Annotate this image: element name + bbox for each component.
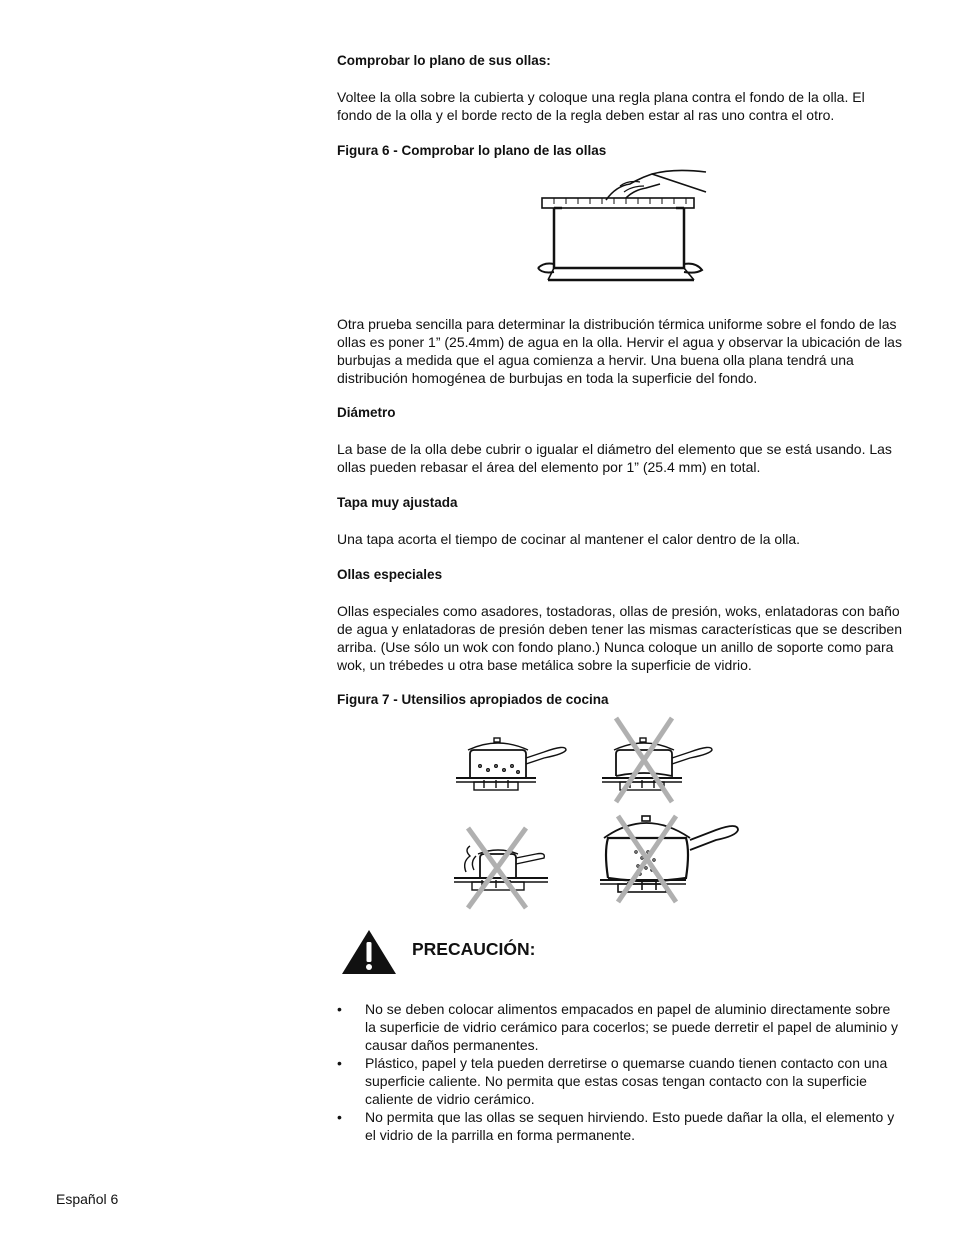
cross-mark-bottom-left-icon	[468, 828, 526, 908]
list-item	[337, 1000, 902, 1054]
paragraph-lid: Una tapa acorta el tiempo de cocinar al mantener el calor dentro de la olla.	[337, 531, 801, 547]
pot-incorrect-small-icon	[454, 846, 548, 890]
caution-title: PRECAUCIÓN:	[412, 939, 536, 959]
page-footer-label: Español 6	[56, 1191, 119, 1207]
cross-mark-bottom-right-icon	[618, 816, 676, 902]
figure7-caption: Figura 7 - Utensilios apropiados de cocina	[337, 692, 609, 707]
paragraph-special-cookware: Ollas especiales como asadores, tostadoras, ollas de presión, woks, enlatadoras con baño de agua y enlatadoras de presión deben tener las mismas características que se describen arriba. (Use sólo un wok con fondo plano.) Nunca coloque un anillo de soporte como para wok, un trébedes u otra base metálica sobre la superficie de vidrio.	[337, 603, 902, 673]
caution-item-text: No permita que las ollas se sequen hirviendo. Esto puede dañar la olla, el elemento y el vidrio de la parrilla en forma permanente.	[365, 1109, 895, 1143]
caution-list	[337, 1000, 902, 1144]
bullet-symbol: •	[337, 1001, 342, 1017]
list-item	[337, 1108, 902, 1144]
heading-flatness: Comprobar lo plano de sus ollas:	[337, 53, 551, 68]
list-item	[337, 1054, 902, 1108]
pot-correct-icon	[456, 738, 566, 790]
figure7-cookware-illustration	[440, 712, 742, 912]
caution-item-text: No se deben colocar alimentos empacados en papel de aluminio directamente sobre la superficie de vidrio cerámico para cocerlos; se puede derretir el papel de aluminio y causar daños permanentes.	[365, 1001, 899, 1053]
bullet-symbol: •	[337, 1109, 342, 1125]
caution-header	[340, 928, 740, 976]
warning-triangle-icon	[340, 928, 398, 976]
heading-special-cookware: Ollas especiales	[337, 567, 443, 582]
heading-lid: Tapa muy ajustada	[337, 495, 458, 510]
paragraph-diameter: La base de la olla debe cubrir o igualar el diámetro del elemento que se está usando. Las ollas pueden rebasar el área del elemento por 1” (25.4 mm) en total.	[337, 441, 892, 475]
paragraph-flatness: Voltee la olla sobre la cubierta y coloque una regla plana contra el fondo de la olla. El fondo de la olla y el borde recto de la regla deben estar al ras uno contra el otro.	[337, 89, 865, 123]
heading-diameter: Diámetro	[337, 405, 396, 420]
figure6-pot-ruler-illustration	[534, 164, 714, 288]
caution-item-text: Plástico, papel y tela pueden derretirse o quemarse cuando tienen contacto con una superficie caliente. No permita que estas cosas tengan contacto con la superficie caliente de vidrio cerámico.	[365, 1055, 888, 1107]
bullet-symbol: •	[337, 1055, 342, 1071]
figure6-caption: Figura 6 - Comprobar lo plano de las ollas	[337, 143, 607, 158]
paragraph-bubble-test: Otra prueba sencilla para determinar la distribución térmica uniforme sobre el fondo de las ollas es poner 1” (25.4mm) de agua en la olla. Hervir el agua y observar la ubicación de las burbujas a medida que el agua comienza a hervir. Una buena olla plana tendrá una distribución homogénea de burbujas en toda la superficie del fondo.	[337, 316, 902, 386]
